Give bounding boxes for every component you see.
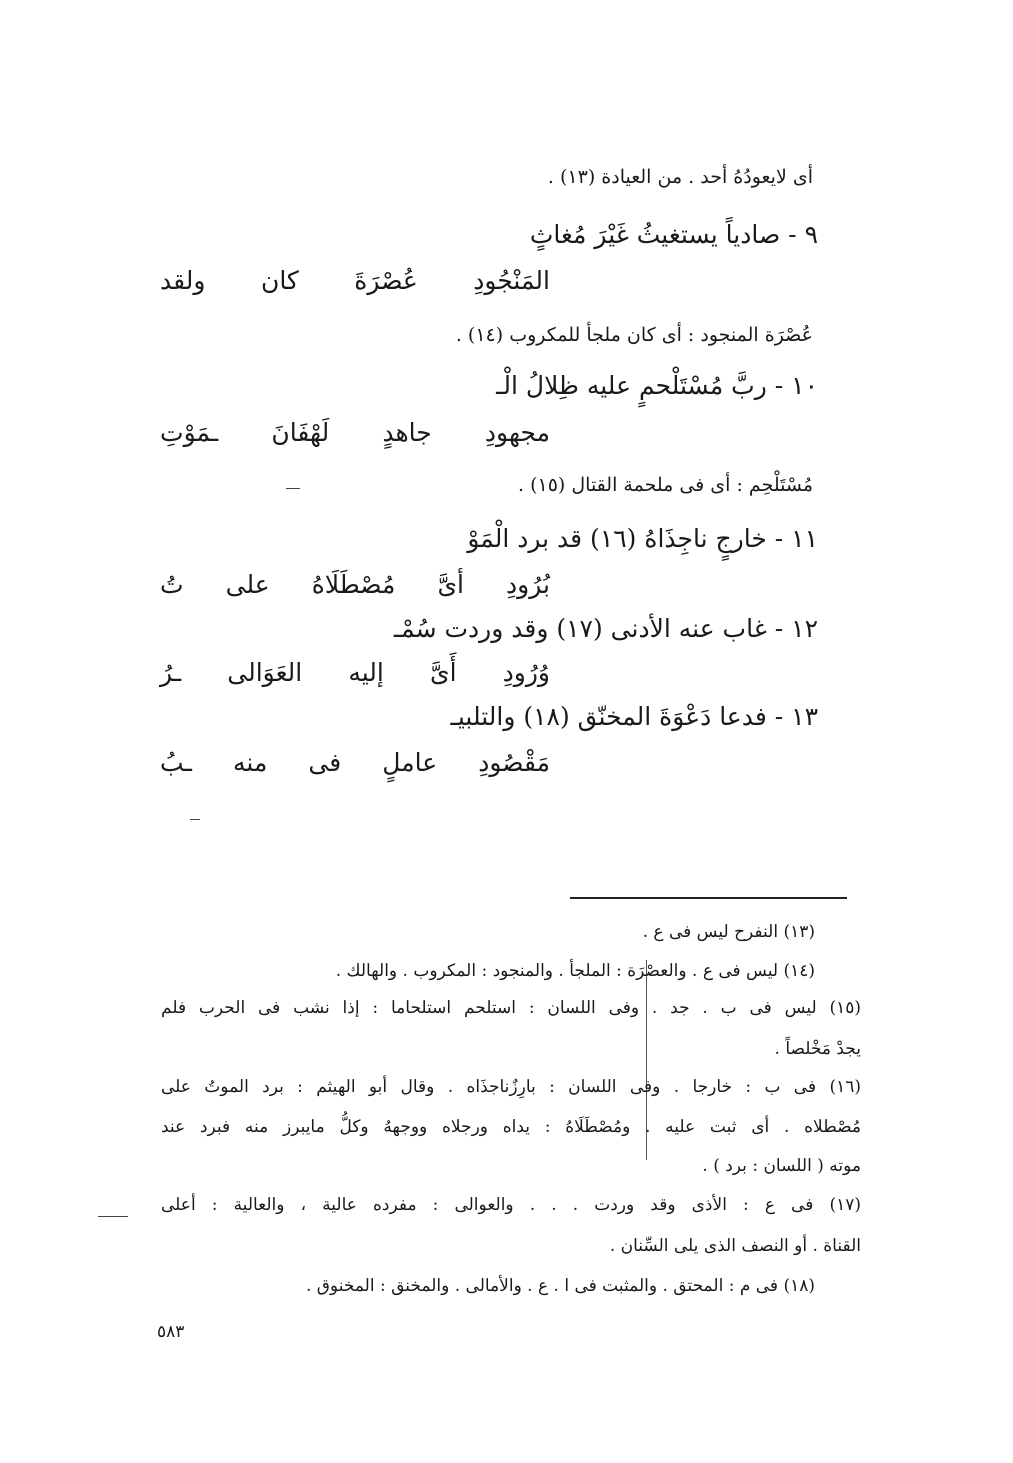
footnote-line: (١٥) ليس فى ب . جد . وفى اللسان : استلحم استلحاما : إذا نشب فى الحرب فلم xyxy=(161,998,861,1018)
gloss-line: عُصْرَة المنجود : أى كان ملجأ للمكروب (١٤) . xyxy=(455,324,813,346)
verse-second-hemistich xyxy=(160,658,550,687)
verse-word: عاملٍ xyxy=(382,748,438,777)
verse-word: مُصْطَلَاهُ xyxy=(311,570,396,599)
verse-first-hemistich: ١٠ - ربَّ مُسْتَلْحمٍ عليه ظِلالُ الْـ xyxy=(496,371,818,400)
verse-second-hemistich xyxy=(160,748,550,777)
verse-word: مَقْصُودِ xyxy=(478,748,550,777)
footnote-line: (١٤) ليس فى ع . والعصْرَة : الملجأ . والمنجود : المكروب . والهالك . xyxy=(335,961,815,981)
verse-word: فى xyxy=(308,748,342,777)
verse-word: كان xyxy=(260,266,299,295)
footnote-line: (١٣) النفرح ليس فى ع . xyxy=(642,922,815,942)
page-number: ٥٨٣ xyxy=(157,1322,185,1342)
verse-word: وُرُودِ xyxy=(502,658,550,687)
verse-word: أىَّ xyxy=(437,570,464,599)
footnote-line: (١٧) فى ع : الأذى وقد وردت . . . والعوالى : مفرده عالية ، والعالية : أعلى xyxy=(161,1195,861,1215)
footnote-line: القناة . أو النصف الذى يلى السِّنان . xyxy=(609,1236,861,1256)
footnote-line: (١٨) فى م : المحتق . والمثبت فى ا . ع . والأمالى . والمخنق : المخنوق . xyxy=(305,1276,815,1296)
verse-word: العَوَالى xyxy=(227,658,303,687)
gloss-line: مُسْتَلْحِم : أى فى ملحمة القتال (١٥) . xyxy=(517,474,813,496)
stray-mark xyxy=(286,488,300,489)
verse-second-hemistich xyxy=(160,570,550,599)
verse-word: لَهْفَانَ xyxy=(271,418,330,447)
verse-first-hemistich: ١٣ - فدعا دَعْوَةَ المخنّق (١٨) والتلبيـ xyxy=(450,702,818,731)
verse-first-hemistich: ١٢ - غاب عنه الأدنى (١٧) وقد وردت سُمْـ xyxy=(393,614,818,643)
stray-mark xyxy=(190,819,200,820)
verse-word: منه xyxy=(233,748,268,777)
verse-second-hemistich xyxy=(160,418,550,447)
verse-first-hemistich: ٩ - صادياً يستغيثُ غَيْرَ مُغاثٍ xyxy=(529,220,818,249)
verse-second-hemistich xyxy=(160,266,550,295)
footnote-line: موته ( اللسان : برد ) . xyxy=(702,1156,861,1176)
verse-word: تُ xyxy=(160,570,184,599)
verse-word: جاهدٍ xyxy=(382,418,432,447)
footnote-line: مُصْطلاه . أى ثبت عليه . ومُصْطَلَاهُ : يداه ورجلاه ووجههُ وكلُّ مايبرز منه فبرد عند xyxy=(161,1117,861,1137)
gloss-line: أى لايعودُهُ أحد . من العيادة (١٣) . xyxy=(547,166,813,188)
verse-word: ـمَوْتِ xyxy=(160,418,219,447)
footnote-separator xyxy=(570,897,847,899)
verse-word: ـبُ xyxy=(160,748,192,777)
verse-word: بُرُودِ xyxy=(506,570,550,599)
verse-word: ـرُ xyxy=(160,658,182,687)
verse-word: أَىَّ xyxy=(430,658,457,687)
verse-word: على xyxy=(225,570,270,599)
verse-word: إليه xyxy=(348,658,384,687)
verse-word: ولقد xyxy=(160,266,206,295)
verse-word: مجهودِ xyxy=(484,418,550,447)
stray-mark xyxy=(98,1216,128,1217)
footnote-line: (١٦) فى ب : خارجا . وفى اللسان : بارِزٌناجذَاه . وقال أبو الهيثم : برد الموتُ على xyxy=(161,1077,861,1097)
verse-word: المَنْجُودِ xyxy=(473,266,550,295)
verse-first-hemistich: ١١ - خارجٍ ناجِذَاهُ (١٦) قد برد الْمَوْ xyxy=(467,524,818,553)
verse-word: عُصْرَةَ xyxy=(354,266,418,295)
footnote-line: يجدْ مَخْلصاً . xyxy=(774,1039,861,1059)
